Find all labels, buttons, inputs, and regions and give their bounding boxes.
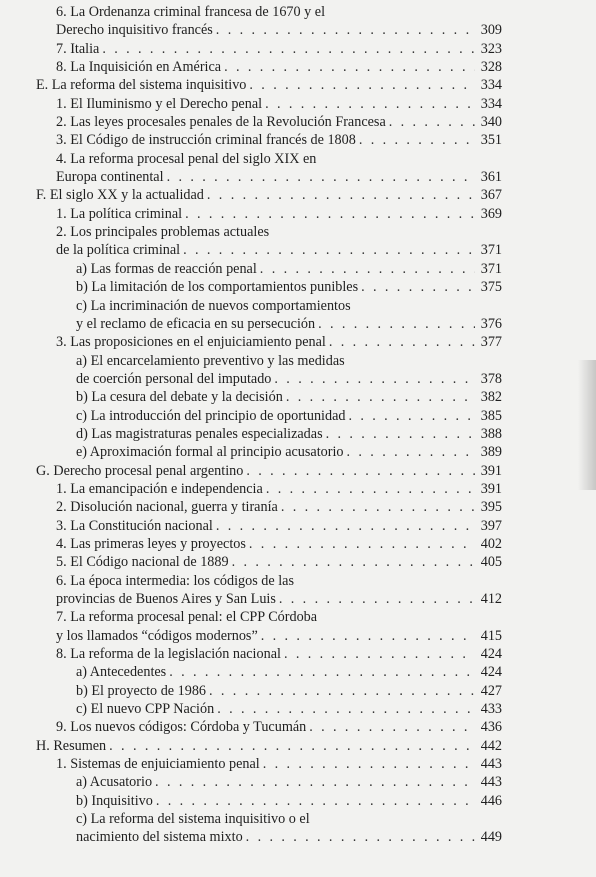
toc-entry[interactable]	[36, 608, 502, 626]
toc-entry[interactable]	[36, 425, 502, 443]
toc-entry[interactable]	[36, 278, 502, 296]
dot-leader	[279, 590, 475, 608]
toc-entry-title: b) Inquisitivo	[76, 792, 153, 809]
toc-page-number: 375	[480, 279, 502, 296]
toc-page-number: 427	[480, 682, 502, 699]
dot-leader	[389, 113, 475, 131]
dot-leader	[347, 443, 475, 461]
toc-page-number: 436	[480, 719, 502, 736]
toc-entry-title: 8. La Inquisición en América	[56, 59, 222, 76]
toc-entry[interactable]	[36, 810, 502, 828]
dot-leader	[155, 773, 475, 791]
toc-page-number: 377	[480, 334, 502, 351]
dot-leader	[265, 95, 475, 113]
toc-entry-title: 3. La Constitución nacional	[56, 517, 213, 534]
dot-leader	[261, 627, 475, 645]
dot-leader	[348, 407, 475, 425]
toc-entry-title: 3. El Código de instrucción criminal francés de 1808	[56, 132, 356, 149]
toc-entry-title: b) La limitación de los comportamientos punibles	[76, 279, 359, 296]
dot-leader	[167, 168, 475, 186]
toc-entry-title: 2. Las leyes procesales penales de la Revolución Francesa	[56, 114, 386, 131]
dot-leader	[185, 205, 475, 223]
toc-entry[interactable]	[36, 58, 502, 76]
toc-entry[interactable]	[36, 370, 502, 388]
dot-leader	[169, 663, 475, 681]
toc-entry[interactable]	[36, 95, 502, 113]
toc-entry-title: G. Derecho procesal penal argentino	[36, 462, 244, 479]
dot-leader	[246, 462, 475, 480]
toc-entry-title: 1. La política criminal	[56, 205, 183, 222]
dot-leader	[263, 755, 475, 773]
dot-leader	[246, 828, 475, 846]
dot-leader	[216, 517, 475, 535]
toc-entry-title: provincias de Buenos Aires y San Luis	[56, 591, 276, 607]
toc-page-number: 433	[480, 701, 502, 718]
toc-entry-title: a) Las formas de reacción penal	[76, 260, 257, 277]
toc-entry[interactable]	[36, 352, 502, 370]
toc-entry-title: Derecho inquisitivo francés	[56, 22, 213, 39]
dot-leader	[326, 425, 475, 443]
toc-entry-title: 3. Las proposiciones en el enjuiciamiento penal	[56, 334, 326, 351]
toc-entry[interactable]	[36, 553, 502, 571]
toc-entry-title: e) Aproximación formal al principio acusatorio	[76, 444, 344, 461]
dot-leader	[260, 260, 475, 278]
toc-entry-title: a) Acusatorio	[76, 774, 153, 791]
toc-entry-title: 8. La reforma de la legislación nacional	[56, 646, 281, 663]
toc-entry[interactable]	[36, 792, 502, 810]
toc-entry-title: 7. Italia	[56, 40, 100, 57]
toc-entry[interactable]	[36, 388, 502, 406]
dot-leader	[274, 370, 475, 388]
toc-entry-title: 4. La reforma procesal penal del siglo XIX en	[56, 150, 317, 167]
toc-page-number: 376	[480, 315, 502, 332]
toc-page-number: 361	[480, 169, 502, 186]
toc-entry[interactable]	[36, 150, 502, 168]
toc-entry[interactable]	[36, 131, 502, 149]
toc-page-number: 340	[480, 114, 502, 131]
toc-entry[interactable]	[36, 186, 502, 204]
toc-page-number: 367	[480, 187, 502, 204]
toc-page-number: 323	[480, 40, 502, 57]
toc-entry[interactable]	[36, 700, 502, 718]
dot-leader	[209, 682, 475, 700]
toc-page-number: 369	[480, 205, 502, 222]
dot-leader	[249, 76, 475, 94]
toc-page-number: 424	[480, 664, 502, 681]
toc-page-number: 391	[480, 480, 502, 497]
toc-entry-title: 1. El Iluminismo y el Derecho penal	[56, 95, 263, 112]
dot-leader	[232, 553, 475, 571]
toc-entry[interactable]	[36, 737, 502, 755]
dot-leader	[207, 186, 475, 204]
toc-entry[interactable]	[36, 76, 502, 94]
toc-entry[interactable]	[36, 205, 502, 223]
toc-entry[interactable]	[36, 627, 502, 645]
toc-entry-title: c) El nuevo CPP Nación	[76, 701, 215, 718]
toc-entry[interactable]	[36, 682, 502, 700]
toc-page-number: 397	[480, 517, 502, 534]
toc-entry-title: c) La introducción del principio de oportunidad	[76, 407, 346, 424]
toc-entry-title: 1. La emancipación e independencia	[56, 480, 263, 497]
toc-entry[interactable]	[36, 755, 502, 773]
toc-entry[interactable]	[36, 315, 502, 333]
table-of-contents	[36, 3, 502, 847]
toc-entry[interactable]	[36, 645, 502, 663]
toc-entry[interactable]	[36, 407, 502, 425]
dot-leader	[249, 535, 475, 553]
toc-entry-title: 7. La reforma procesal penal: el CPP Córdoba	[56, 609, 318, 626]
dot-leader	[224, 58, 475, 76]
dot-leader	[281, 498, 475, 516]
toc-page-number: 405	[480, 554, 502, 571]
toc-page-number: 391	[480, 462, 502, 479]
toc-entry-title: a) El encarcelamiento preventivo y las medidas	[76, 352, 345, 369]
dot-leader	[329, 333, 475, 351]
toc-page-number: 402	[480, 535, 502, 552]
toc-entry[interactable]	[36, 590, 502, 608]
toc-page-number: 412	[480, 591, 502, 607]
toc-entry-title: 4. Las primeras leyes y proyectos	[56, 535, 246, 552]
toc-page-number: 328	[480, 59, 502, 76]
toc-entry-title: Europa continental	[56, 169, 164, 186]
toc-entry-title: y el reclamo de eficacia en su persecución	[76, 315, 316, 332]
dot-leader	[102, 40, 475, 58]
dot-leader	[361, 278, 475, 296]
toc-entry-title: de coerción personal del imputado	[76, 370, 272, 387]
dot-leader	[217, 700, 475, 718]
dot-leader	[156, 792, 475, 810]
toc-entry[interactable]	[36, 828, 502, 846]
toc-entry[interactable]	[36, 773, 502, 791]
toc-page-number: 388	[480, 425, 502, 442]
toc-page-number: 446	[480, 792, 502, 809]
toc-entry[interactable]	[36, 572, 502, 590]
toc-entry[interactable]	[36, 297, 502, 315]
toc-page-number: 442	[480, 737, 502, 754]
dot-leader	[286, 388, 475, 406]
dot-leader	[359, 131, 475, 149]
toc-entry[interactable]	[36, 480, 502, 498]
toc-page-number: 371	[480, 242, 502, 259]
toc-entry[interactable]	[36, 168, 502, 186]
toc-entry-title: 2. Los principales problemas actuales	[56, 224, 270, 241]
toc-entry-title: 1. Sistemas de enjuiciamiento penal	[56, 756, 260, 773]
dot-leader	[183, 241, 475, 259]
toc-page-number: 309	[480, 22, 502, 39]
toc-entry[interactable]	[36, 113, 502, 131]
toc-entry[interactable]	[36, 21, 502, 39]
toc-entry[interactable]	[36, 223, 502, 241]
toc-entry-title: y los llamados “códigos modernos”	[56, 627, 258, 644]
dot-leader	[318, 315, 475, 333]
toc-page-number: 351	[480, 132, 502, 149]
toc-page-number: 389	[480, 444, 502, 461]
scan-edge-shadow	[578, 360, 596, 490]
toc-entry[interactable]	[36, 333, 502, 351]
toc-entry-title: 2. Disolución nacional, guerra y tiranía	[56, 499, 278, 516]
toc-page-number: 449	[480, 829, 502, 846]
toc-entry-title: c) La incriminación de nuevos comportamientos	[76, 297, 351, 314]
toc-entry[interactable]	[36, 517, 502, 535]
dot-leader	[284, 645, 475, 663]
toc-entry[interactable]	[36, 443, 502, 461]
toc-entry[interactable]	[36, 3, 502, 21]
toc-entry-title: nacimiento del sistema mixto	[76, 829, 243, 846]
toc-page-number: 334	[480, 77, 502, 94]
toc-entry[interactable]	[36, 535, 502, 553]
toc-entry-title: E. La reforma del sistema inquisitivo	[36, 77, 247, 94]
toc-entry-title: 5. El Código nacional de 1889	[56, 554, 229, 571]
toc-entry-title: b) La cesura del debate y la decisión	[76, 389, 283, 406]
toc-page-number: 395	[480, 499, 502, 516]
dot-leader	[109, 737, 475, 755]
toc-entry[interactable]	[36, 498, 502, 516]
toc-entry[interactable]	[36, 663, 502, 681]
dot-leader	[309, 718, 475, 736]
toc-entry-title: c) La reforma del sistema inquisitivo o el	[76, 811, 310, 828]
toc-entry-title: 6. La Ordenanza criminal francesa de 1670 y el	[56, 4, 326, 20]
toc-page-number: 378	[480, 370, 502, 387]
toc-entry-title: a) Antecedentes	[76, 664, 167, 681]
toc-entry-title: d) Las magistraturas penales especializadas	[76, 425, 323, 442]
dot-leader	[216, 21, 475, 39]
toc-page-number: 371	[480, 260, 502, 277]
toc-entry-title: F. El siglo XX y la actualidad	[36, 187, 204, 204]
dot-leader	[266, 480, 475, 498]
toc-page-number: 415	[480, 627, 502, 644]
toc-page-number: 382	[480, 389, 502, 406]
toc-entry-title: H. Resumen	[36, 737, 107, 754]
toc-entry-title: 6. La época intermedia: los códigos de las	[56, 572, 294, 589]
toc-page-number: 443	[480, 756, 502, 773]
toc-entry[interactable]	[36, 462, 502, 480]
toc-entry-title: 9. Los nuevos códigos: Córdoba y Tucumán	[56, 719, 307, 736]
toc-page-number: 443	[480, 774, 502, 791]
toc-entry[interactable]	[36, 40, 502, 58]
toc-entry[interactable]	[36, 260, 502, 278]
toc-page-number: 424	[480, 646, 502, 663]
toc-entry[interactable]	[36, 241, 502, 259]
toc-entry-title: de la política criminal	[56, 242, 181, 259]
toc-page-number: 334	[480, 95, 502, 112]
toc-entry[interactable]	[36, 718, 502, 736]
toc-page-number: 385	[480, 407, 502, 424]
toc-entry-title: b) El proyecto de 1986	[76, 682, 207, 699]
